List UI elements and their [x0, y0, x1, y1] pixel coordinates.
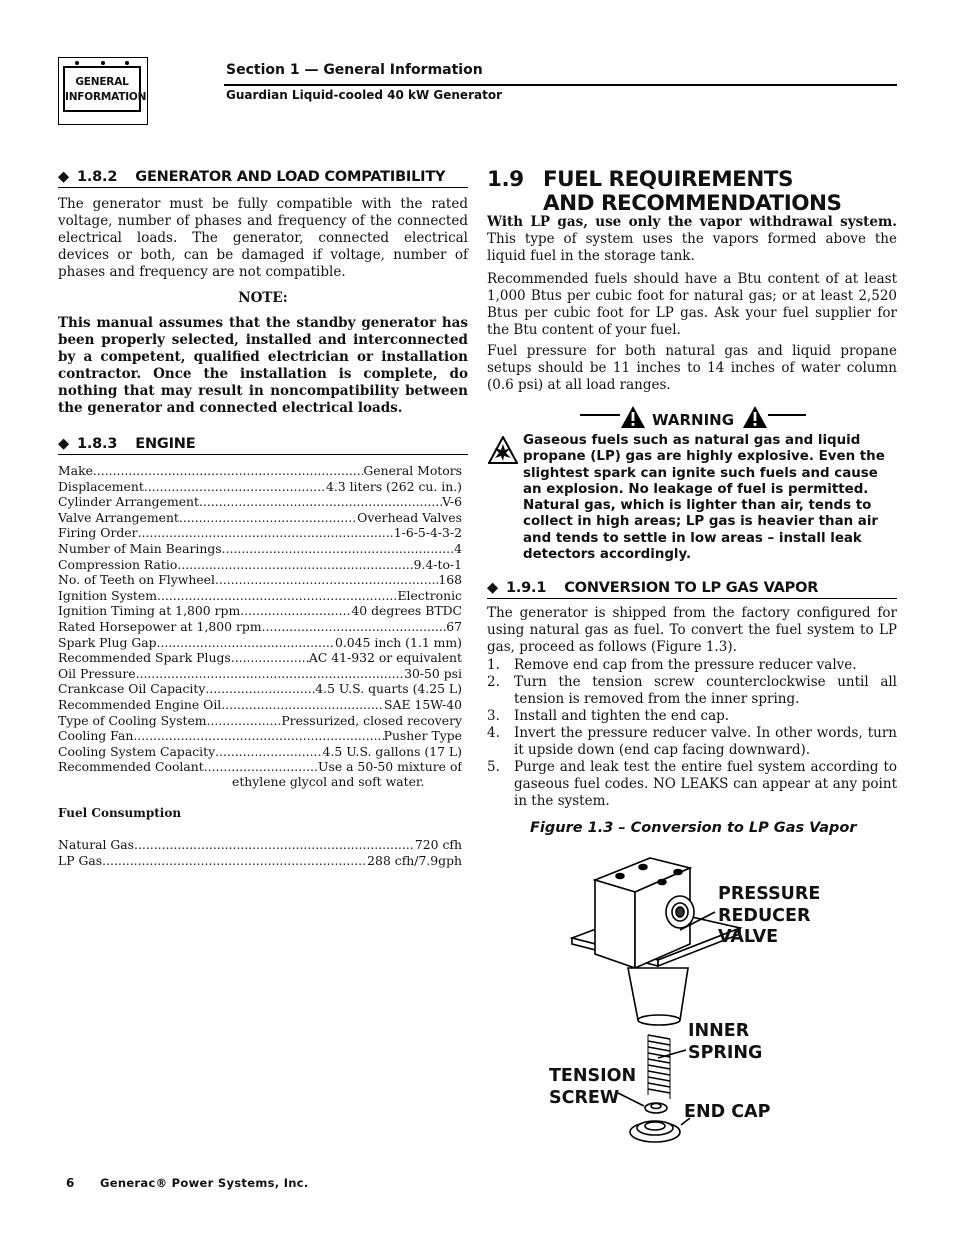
spec-value: Overhead Valves	[357, 509, 462, 525]
spec-label: No. of Teeth on Flywheel	[58, 572, 215, 588]
conversion-intro: The generator is shipped from the factory configured for using natural gas as fuel. To convert the fuel system to LP gas, proceed as follows (Figure 1.3).	[487, 605, 897, 655]
fuel-para-2: Recommended fuels should have a Btu content of at least 1,000 Btus per cubic foot for natural gas; or at least 2,520 Btus per cubic foot for LP gas. Ask your fuel supplier for the Btu content of your fuel.	[487, 271, 897, 338]
spec-row	[58, 541, 462, 557]
spec-label: Firing Order	[58, 525, 138, 541]
heading-1-8-3: ◆ 1.8.3 ENGINE	[58, 436, 468, 455]
note-body: This manual assumes that the standby generator has been properly selected, installed and interconnected by a competent, qualified electrician or installation contractor. Once the installation is complete, do nothing that may result in noncompatibility between the generator and connected electrical loads.	[58, 315, 468, 416]
step-text: Purge and leak test the entire fuel system according to gaseous fuel codes. NO LEAKS can appear at any point in the system.	[514, 759, 897, 809]
leader-dots	[134, 837, 415, 853]
leader-dots	[221, 697, 384, 713]
spec-row	[58, 744, 462, 760]
label-end-cap: END CAP	[684, 1102, 771, 1122]
leader-dots	[138, 525, 394, 541]
spec-label: Ignition System	[58, 587, 157, 603]
spec-label: Rated Horsepower at 1,800 rpm	[58, 618, 262, 634]
leader-dots	[262, 619, 447, 635]
label-tension-screw: TENSION SCREW	[549, 1066, 637, 1108]
heading-1-9-1: ◆ 1.9.1 CONVERSION TO LP GAS VAPOR	[487, 580, 897, 599]
spec-value: AC 41-932 or equivalent	[308, 650, 462, 666]
spec-value: Pressurized, closed recovery	[281, 712, 462, 728]
section-tag	[58, 57, 148, 125]
warning-text: Gaseous fuels such as natural gas and liquid propane (LP) gas are highly explosive. Even the slightest spark can ignite such fuels and cause an explosion. No leakage of fuel is permitted. Natural gas, which is lighter than air, tends to collect in high areas; LP gas is heavier than air and tends to settle in low areas – install leak detectors accordingly.	[523, 433, 885, 563]
step-number: 3.	[487, 708, 500, 724]
spec-value: 1-6-5-4-3-2	[393, 525, 462, 541]
spec-row	[58, 572, 462, 588]
spec-value: 4	[454, 540, 462, 556]
spec-row	[58, 635, 462, 651]
figure-caption: Figure 1.3 – Conversion to LP Gas Vapor	[530, 820, 857, 836]
step-text: Invert the pressure reducer valve. In other words, turn it upside down (end cap facing downward).	[514, 725, 897, 758]
spec-label: Recommended Spark Plugs	[58, 650, 231, 666]
spec-label: Cooling System Capacity	[58, 743, 216, 759]
conversion-step	[487, 759, 897, 810]
spec-label: Oil Pressure	[58, 665, 136, 681]
spec-label: Type of Cooling System	[58, 712, 207, 728]
coolant-continuation: ethylene glycol and soft water.	[232, 774, 425, 789]
compatibility-body: The generator must be fully compatible with the rated voltage, number of phases and frequency of the connected electrical loads. The generator, connected electrical devices or both, can be damaged if voltage, number of phases and frequency are not compatible.	[58, 196, 468, 280]
spec-row	[58, 713, 462, 729]
leader-dots	[204, 759, 318, 775]
spec-row	[58, 650, 462, 666]
leader-dots	[215, 572, 438, 588]
heading-1-8-2: ◆ 1.8.2 GENERATOR AND LOAD COMPATIBILITY	[58, 169, 468, 188]
spec-label: Natural Gas	[58, 837, 135, 852]
leader-dots	[240, 603, 351, 619]
conversion-step	[487, 725, 897, 759]
leader-dots	[102, 853, 367, 869]
fuel-para-3: Fuel pressure for both natural gas and liquid propane setups should be 11 inches to 14 inches of water column (0.6 psi) at all load ranges.	[487, 343, 897, 393]
conversion-step	[487, 657, 897, 674]
spec-value: 288 cfh/7.9gph	[367, 852, 462, 868]
spec-value: 67	[446, 618, 462, 634]
spec-value: 0.045 inch (1.1 mm)	[334, 634, 462, 650]
label-inner-spring: INNER SPRING	[688, 1021, 763, 1063]
spec-row	[58, 588, 462, 604]
spec-value: Pusher Type	[383, 728, 462, 744]
explosion-hazard-icon	[488, 436, 518, 464]
heading-1-9-line-1: FUEL REQUIREMENTS	[543, 167, 793, 192]
page-number: 6	[66, 1176, 75, 1190]
spec-label: Valve Arrangement	[58, 509, 179, 525]
spec-value: 30-50 psi	[404, 665, 462, 681]
tag-line-2: INFORMATION	[65, 91, 147, 103]
spec-row	[58, 510, 462, 526]
spec-row	[58, 479, 462, 495]
engine-spec-table	[58, 463, 462, 775]
leader-dots	[157, 588, 397, 604]
spec-row	[58, 837, 462, 853]
spec-row	[58, 463, 462, 479]
step-text: Install and tighten the end cap.	[514, 708, 730, 724]
fuel-consumption-heading: Fuel Consumption	[58, 806, 182, 820]
spec-row	[58, 557, 462, 573]
leader-dots	[207, 713, 282, 729]
spec-value: 4.3 liters (262 cu. in.)	[325, 478, 462, 494]
step-text: Turn the tension screw counterclockwise until all tension is removed from the inner spring.	[514, 674, 897, 707]
spec-value: SAE 15W-40	[384, 696, 462, 712]
spec-row	[58, 853, 462, 869]
spec-value: 720 cfh	[414, 837, 462, 852]
spec-label: Ignition Timing at 1,800 rpm	[58, 603, 241, 619]
warning-rule-right	[768, 414, 806, 416]
spec-label: Cylinder Arrangement	[58, 494, 199, 510]
header-section-title: Section 1 — General Information	[226, 62, 483, 78]
leader-dots	[133, 728, 383, 744]
spec-row	[58, 603, 462, 619]
spec-label: Recommended Coolant	[58, 759, 204, 775]
warning-triangle-icon	[620, 405, 646, 429]
leader-dots	[157, 635, 335, 651]
leader-dots	[144, 479, 326, 495]
spec-label: Recommended Engine Oil	[58, 696, 222, 712]
footer-company: Generac® Power Systems, Inc.	[100, 1176, 309, 1190]
leader-dots	[231, 650, 309, 666]
spec-row	[58, 525, 462, 541]
diamond-bullet-icon: ◆	[58, 169, 69, 185]
spec-row	[58, 666, 462, 682]
spec-label: Crankcase Oil Capacity	[58, 681, 206, 697]
spec-label: Cooling Fan	[58, 728, 134, 744]
spec-row	[58, 494, 462, 510]
spec-label: Number of Main Bearings	[58, 540, 222, 556]
section-tag-label	[63, 66, 147, 112]
spec-row	[58, 759, 462, 775]
leader-dots	[136, 666, 405, 682]
diamond-bullet-icon: ◆	[487, 580, 498, 596]
header-rule	[224, 84, 897, 86]
warning-rule-left	[580, 414, 620, 416]
spec-value: 40 degrees BTDC	[351, 603, 462, 619]
leader-dots	[177, 557, 413, 573]
spec-row	[58, 619, 462, 635]
spec-value: 168	[438, 572, 462, 588]
spec-value: V-6	[442, 494, 462, 510]
warning-triangle-icon	[742, 405, 768, 429]
spec-row	[58, 681, 462, 697]
warning-label: WARNING	[652, 411, 735, 429]
spec-value: 9.4-to-1	[413, 556, 462, 572]
leader-dots	[179, 510, 357, 526]
note-label: NOTE:	[238, 290, 288, 306]
leader-dots	[215, 744, 323, 760]
heading-1-9: 1.9 FUEL REQUIREMENTS AND RECOMMENDATIONS	[487, 167, 842, 216]
spec-value: 4.5 U.S. quarts (4.25 L)	[315, 681, 462, 697]
leader-dots	[205, 681, 315, 697]
spec-row	[58, 697, 462, 713]
diamond-bullet-icon: ◆	[58, 436, 69, 452]
spec-value: Electronic	[397, 587, 462, 603]
fuel-consumption-table	[58, 837, 462, 868]
heading-1-9-line-2: AND RECOMMENDATIONS	[543, 191, 842, 216]
label-pressure-reducer-valve: PRESSURE REDUCER VALVE	[718, 884, 821, 947]
step-number: 2.	[487, 674, 500, 690]
header-subtitle: Guardian Liquid-cooled 40 kW Generator	[226, 88, 502, 102]
spec-value: General Motors	[363, 463, 462, 478]
spec-value: 4.5 U.S. gallons (17 L)	[322, 743, 462, 759]
spec-value: Use a 50-50 mixture of	[318, 759, 462, 775]
conversion-step	[487, 708, 897, 725]
leader-dots	[93, 463, 363, 479]
step-number: 5.	[487, 759, 500, 775]
tag-line-1: GENERAL	[75, 76, 129, 88]
spec-row	[58, 728, 462, 744]
spec-label: LP Gas	[58, 852, 103, 868]
spec-label: Compression Ratio	[58, 556, 178, 572]
leader-dots	[222, 541, 454, 557]
spec-label: Spark Plug Gap	[58, 634, 157, 650]
spec-label: Displacement	[58, 478, 144, 494]
fuel-para-1: With LP gas, use only the vapor withdrawal system. This type of system uses the vapors formed above the liquid fuel in the storage tank.	[487, 214, 897, 264]
step-text: Remove end cap from the pressure reducer valve.	[514, 657, 857, 673]
leader-dots	[199, 494, 442, 510]
step-number: 1.	[487, 657, 500, 673]
step-number: 4.	[487, 725, 500, 741]
conversion-step	[487, 674, 897, 708]
conversion-steps	[487, 657, 897, 810]
spec-label: Make	[58, 463, 93, 478]
